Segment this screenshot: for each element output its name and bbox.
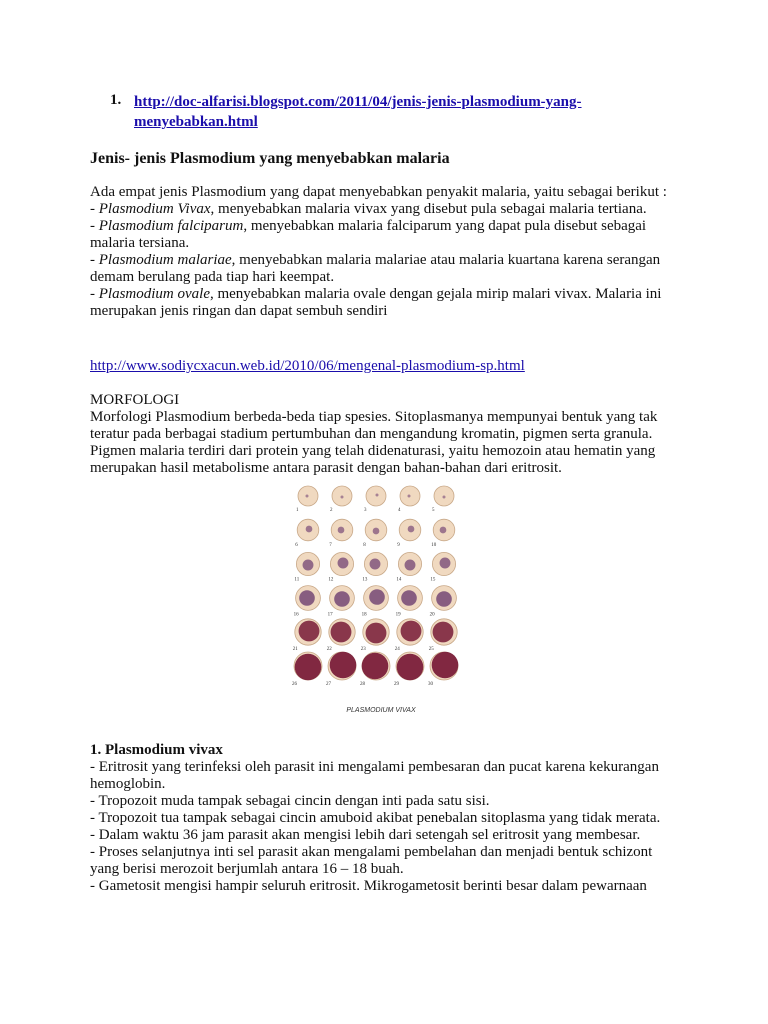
parasite — [408, 526, 415, 533]
stage-number: 9 — [397, 542, 400, 548]
parasite — [373, 528, 380, 535]
cell-stage-1 — [296, 486, 318, 513]
cell-stage-28 — [360, 652, 390, 687]
cell-stage-15 — [430, 552, 455, 582]
parasite — [376, 494, 379, 497]
section-heading: Jenis- jenis Plasmodium yang menyebabkan malaria — [90, 150, 450, 167]
stage-number: 12 — [328, 577, 334, 583]
cell-stage-11 — [294, 552, 319, 582]
stage-number: 14 — [396, 577, 402, 583]
description-line: - Eritrosit yang terinfeksi oleh parasit ini mengalami pembesaran dan pucat karena kekurangan hemoglobin. — [90, 759, 659, 792]
cell-stage-30 — [428, 652, 458, 687]
parasite — [440, 558, 451, 569]
cell-stage-16 — [294, 586, 321, 618]
stage-number: 13 — [362, 577, 368, 583]
parasite — [433, 622, 454, 643]
stage-number: 1 — [296, 508, 299, 513]
section-title: 1. Plasmodium vivax — [90, 742, 223, 758]
cell-stage-18 — [362, 586, 389, 618]
parasite — [401, 621, 422, 642]
description-line: - Proses selanjutnya inti sel parasit akan mengalami pembelahan dan menjadi bentuk schizont yang berisi merozoit berjumlah antara 16 – 18 buah. — [90, 844, 653, 877]
cell-stage-19 — [396, 586, 423, 618]
species-name: Plasmodium Vivax — [98, 201, 211, 217]
parasite — [338, 527, 345, 534]
figure-caption: PLASMODIUM VIVAX — [346, 707, 416, 714]
cell-stage-3 — [364, 486, 386, 513]
species-name: Plasmodium malariae — [98, 252, 232, 268]
morfologi-section — [90, 392, 680, 477]
parasite — [370, 559, 381, 570]
description-line: - Tropozoit tua tampak sebagai cincin amuboid akibat penebalan sitoplasma yang tidak merata. — [90, 810, 661, 826]
cell-stage-2 — [330, 486, 352, 513]
cell-stage-8 — [363, 519, 387, 548]
cell-stage-26 — [292, 652, 322, 687]
stage-number: 2 — [330, 508, 333, 513]
cell-stage-4 — [398, 486, 420, 513]
cell-stage-5 — [432, 486, 454, 513]
stage-number: 4 — [398, 508, 401, 513]
description-line: - Gametosit mengisi hampir seluruh eritrosit. Mikrogametosit berinti besar dalam pewarnaan — [90, 878, 647, 894]
stage-number: 19 — [395, 612, 401, 618]
parasite — [299, 590, 315, 606]
stage-number: 30 — [428, 682, 433, 687]
parasite — [432, 652, 459, 679]
morfologi-body: Morfologi Plasmodium berbeda-beda tiap spesies. Sitoplasmanya mempunyai bentuk yang tak teratur pada berbagai stadium pertumbuhan dan mengandung kromatin, pigmen serta granula. Pigmen malaria terdiri dari protein yang telah didenaturasi, yaitu hemozoin atau hematin yang merupakan hasil metabolisme antara parasit dengan bahan-bahan dari eritrosit. — [90, 409, 658, 476]
parasite — [299, 621, 320, 642]
stage-number: 10 — [431, 542, 437, 548]
parasite — [401, 590, 417, 606]
morfologi-title: MORFOLOGI — [90, 392, 180, 408]
parasite — [436, 591, 452, 607]
stage-number: 29 — [394, 682, 399, 687]
parasite — [303, 560, 314, 571]
cell-stage-9 — [397, 519, 421, 548]
description-line: - Dalam waktu 36 jam parasit akan mengisi lebih dari setengah sel eritrosit yang membesar. — [90, 827, 641, 843]
stage-number: 22 — [326, 647, 332, 653]
parasite — [397, 654, 424, 681]
parasite — [408, 495, 411, 498]
cell-stage-24 — [395, 619, 423, 652]
species-item: - Plasmodium ovale, menyebabkan malaria ovale dengan gejala mirip malari vivax. Malaria ini merupakan jenis ringan dan dapat sembuh sendiri — [90, 286, 662, 319]
cell-stage-23 — [361, 619, 389, 652]
cell-stage-7 — [329, 519, 353, 548]
stage-number: 17 — [327, 612, 333, 618]
stage-number: 11 — [294, 577, 300, 583]
parasite — [405, 560, 416, 571]
stage-number: 5 — [432, 508, 435, 513]
parasite — [443, 496, 446, 499]
stage-number: 6 — [295, 542, 298, 548]
species-item: - Plasmodium malariae, menyebabkan malaria malariae atau malaria kuartana karena serangan demam berulang pada tiap hari keempat. — [90, 252, 661, 285]
species-name: Plasmodium ovale — [98, 286, 210, 302]
parasite — [306, 526, 313, 533]
cell-stage-22 — [327, 619, 355, 652]
reference-link[interactable]: http://doc-alfarisi.blogspot.com/2011/04/jenis-jenis-plasmodium-yang-menyebabkan.html — [134, 94, 582, 130]
reference-number: 1. — [110, 92, 122, 108]
parasite — [338, 558, 349, 569]
intro-paragraph — [90, 184, 680, 320]
cell-stage-17 — [328, 586, 355, 618]
parasite — [334, 591, 350, 607]
parasite — [341, 496, 344, 499]
stage-number: 21 — [292, 647, 298, 653]
parasite — [369, 589, 385, 605]
species-item: - Plasmodium falciparum, menyebabkan malaria falciparum yang dapat pula disebut sebagai malaria tersiana. — [90, 218, 647, 251]
stage-number: 24 — [394, 647, 400, 653]
stage-number: 18 — [361, 612, 367, 618]
stage-number: 23 — [360, 647, 366, 653]
cell-stages-figure — [288, 482, 474, 722]
plasmodium-vivax-section — [90, 742, 680, 895]
stage-number: 26 — [292, 682, 297, 687]
parasite — [295, 654, 322, 681]
source-link[interactable]: http://www.sodiycxacun.web.id/2010/06/mengenal-plasmodium-sp.html — [90, 358, 525, 374]
species-name: Plasmodium falciparum — [98, 218, 244, 234]
stage-number: 20 — [429, 612, 435, 618]
stage-number: 16 — [293, 612, 299, 618]
stage-number: 25 — [428, 647, 434, 653]
description-line: - Tropozoit muda tampak sebagai cincin dengan inti pada satu sisi. — [90, 793, 490, 809]
parasite — [362, 653, 389, 680]
parasite — [306, 495, 309, 498]
stage-number: 7 — [329, 542, 332, 548]
stage-number: 3 — [364, 508, 367, 513]
plasmodium-vivax-illustration — [288, 482, 474, 722]
species-item: - Plasmodium Vivax, menyebabkan malaria vivax yang disebut pula sebagai malaria tertiana. — [90, 201, 647, 217]
parasite — [366, 623, 387, 644]
stage-number: 15 — [430, 577, 436, 583]
cell-stage-6 — [295, 519, 319, 548]
stage-number: 28 — [360, 682, 365, 687]
cell-stage-13 — [362, 552, 387, 582]
cell-stage-25 — [429, 619, 457, 652]
stage-number: 8 — [363, 542, 366, 548]
stage-number: 27 — [326, 682, 331, 687]
parasite — [330, 652, 357, 679]
parasite — [331, 622, 352, 643]
intro-line: Ada empat jenis Plasmodium yang dapat menyebabkan penyakit malaria, yaitu sebagai berikut : — [90, 184, 667, 200]
cell-stage-12 — [328, 552, 353, 582]
parasite — [440, 527, 447, 534]
cell-stage-14 — [396, 552, 421, 582]
cell-stage-10 — [431, 519, 455, 548]
cell-stage-21 — [293, 619, 321, 652]
cell-stage-27 — [326, 652, 356, 687]
cell-stage-20 — [430, 586, 457, 618]
cell-stage-29 — [394, 652, 424, 687]
